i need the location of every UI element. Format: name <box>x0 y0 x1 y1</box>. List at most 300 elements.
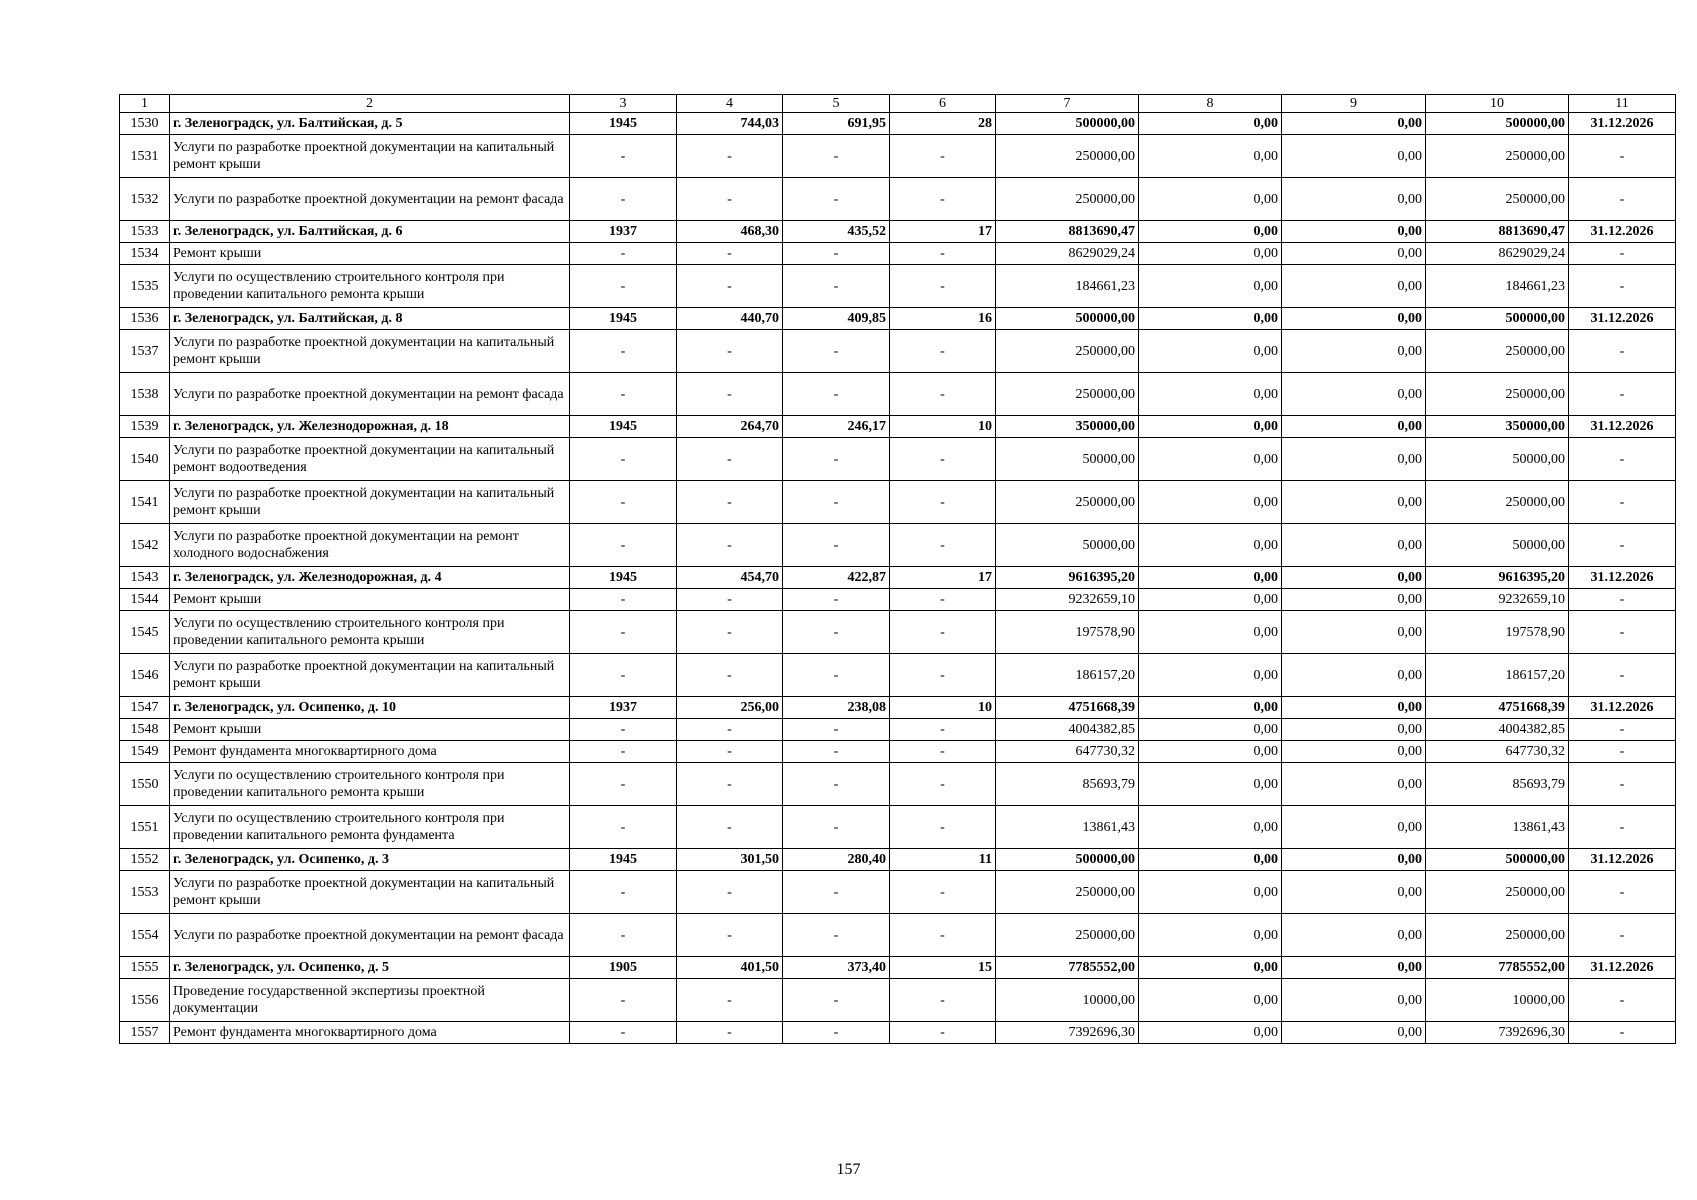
cell-row-number: 1538 <box>120 373 170 416</box>
column-header: 7 <box>996 95 1139 113</box>
cell-row-name: Ремонт крыши <box>170 589 570 611</box>
cell-row-number: 1530 <box>120 113 170 135</box>
cell-completion-date: 31.12.2026 <box>1569 221 1676 243</box>
table-row-item <box>120 438 1676 481</box>
cell-owners-cost: 9616395,20 <box>1426 567 1569 589</box>
cell-fund-cost: 0,00 <box>1139 957 1282 979</box>
cell-budget-cost: 0,00 <box>1282 914 1426 957</box>
cell-residents-count: 28 <box>890 113 996 135</box>
cell-living-area: - <box>783 243 890 265</box>
cell-total-cost: 8813690,47 <box>996 221 1139 243</box>
cell-total-cost: 197578,90 <box>996 611 1139 654</box>
cell-build-year: 1945 <box>570 308 677 330</box>
cell-row-name: г. Зеленоградск, ул. Балтийская, д. 6 <box>170 221 570 243</box>
cell-row-number: 1548 <box>120 719 170 741</box>
cell-completion-date: 31.12.2026 <box>1569 113 1676 135</box>
cell-residents-count: - <box>890 481 996 524</box>
cell-total-cost: 8629029,24 <box>996 243 1139 265</box>
cell-build-year: - <box>570 654 677 697</box>
cell-build-year: - <box>570 135 677 178</box>
cell-total-area: - <box>677 1022 783 1044</box>
cell-total-cost: 500000,00 <box>996 849 1139 871</box>
cell-living-area: - <box>783 871 890 914</box>
cell-budget-cost: 0,00 <box>1282 763 1426 806</box>
cell-residents-count: - <box>890 265 996 308</box>
cell-residents-count: 17 <box>890 567 996 589</box>
cell-row-number: 1546 <box>120 654 170 697</box>
table-row-item <box>120 979 1676 1022</box>
cell-fund-cost: 0,00 <box>1139 914 1282 957</box>
cell-living-area: 238,08 <box>783 697 890 719</box>
cell-completion-date: - <box>1569 330 1676 373</box>
cell-total-cost: 250000,00 <box>996 135 1139 178</box>
cell-build-year: 1937 <box>570 221 677 243</box>
cell-residents-count: - <box>890 806 996 849</box>
cell-total-cost: 647730,32 <box>996 741 1139 763</box>
cell-total-area: - <box>677 763 783 806</box>
cell-row-name: Услуги по разработке проектной документации на ремонт фасада <box>170 373 570 416</box>
cell-living-area: - <box>783 719 890 741</box>
cell-budget-cost: 0,00 <box>1282 524 1426 567</box>
table-row-item <box>120 265 1676 308</box>
cell-owners-cost: 250000,00 <box>1426 481 1569 524</box>
cell-completion-date: 31.12.2026 <box>1569 697 1676 719</box>
cell-owners-cost: 250000,00 <box>1426 373 1569 416</box>
cell-row-number: 1531 <box>120 135 170 178</box>
cell-fund-cost: 0,00 <box>1139 438 1282 481</box>
cell-living-area: - <box>783 135 890 178</box>
cell-completion-date: - <box>1569 243 1676 265</box>
cell-residents-count: - <box>890 589 996 611</box>
cell-total-cost: 250000,00 <box>996 914 1139 957</box>
cell-row-name: Услуги по разработке проектной документации на ремонт фасада <box>170 178 570 221</box>
cell-residents-count: - <box>890 979 996 1022</box>
cell-owners-cost: 500000,00 <box>1426 113 1569 135</box>
cell-residents-count: - <box>890 524 996 567</box>
cell-fund-cost: 0,00 <box>1139 589 1282 611</box>
cell-completion-date: - <box>1569 373 1676 416</box>
document-sheet <box>119 94 1675 1044</box>
table-row-item <box>120 178 1676 221</box>
cell-fund-cost: 0,00 <box>1139 221 1282 243</box>
cell-living-area: - <box>783 524 890 567</box>
cell-total-cost: 50000,00 <box>996 438 1139 481</box>
cell-row-number: 1550 <box>120 763 170 806</box>
cell-total-cost: 250000,00 <box>996 373 1139 416</box>
cell-row-name: Услуги по осуществлению строительного контроля при проведении капитального ремонта крыши <box>170 763 570 806</box>
table-row-item <box>120 373 1676 416</box>
cell-total-cost: 500000,00 <box>996 308 1139 330</box>
cell-residents-count: - <box>890 871 996 914</box>
table-row-item <box>120 611 1676 654</box>
cell-budget-cost: 0,00 <box>1282 849 1426 871</box>
cell-completion-date: - <box>1569 135 1676 178</box>
cell-fund-cost: 0,00 <box>1139 416 1282 438</box>
cell-residents-count: - <box>890 438 996 481</box>
cell-row-name: Ремонт крыши <box>170 719 570 741</box>
cell-residents-count: - <box>890 611 996 654</box>
cell-total-cost: 250000,00 <box>996 481 1139 524</box>
cell-row-name: г. Зеленоградск, ул. Железнодорожная, д. 18 <box>170 416 570 438</box>
cell-owners-cost: 197578,90 <box>1426 611 1569 654</box>
cell-row-number: 1554 <box>120 914 170 957</box>
cell-residents-count: - <box>890 654 996 697</box>
cell-budget-cost: 0,00 <box>1282 481 1426 524</box>
cell-row-name: Услуги по разработке проектной документации на капитальный ремонт крыши <box>170 481 570 524</box>
cell-fund-cost: 0,00 <box>1139 113 1282 135</box>
cell-row-name: г. Зеленоградск, ул. Железнодорожная, д. 4 <box>170 567 570 589</box>
cell-build-year: - <box>570 178 677 221</box>
cell-living-area: - <box>783 373 890 416</box>
cell-residents-count: - <box>890 719 996 741</box>
cell-residents-count: - <box>890 1022 996 1044</box>
table-row-item <box>120 524 1676 567</box>
table-row-address <box>120 308 1676 330</box>
cell-total-cost: 9616395,20 <box>996 567 1139 589</box>
cell-completion-date: 31.12.2026 <box>1569 957 1676 979</box>
cell-build-year: - <box>570 763 677 806</box>
cell-budget-cost: 0,00 <box>1282 416 1426 438</box>
cell-build-year: - <box>570 1022 677 1044</box>
cell-fund-cost: 0,00 <box>1139 654 1282 697</box>
cell-residents-count: - <box>890 763 996 806</box>
cell-owners-cost: 186157,20 <box>1426 654 1569 697</box>
table-row-item <box>120 914 1676 957</box>
cell-completion-date: - <box>1569 806 1676 849</box>
cell-owners-cost: 85693,79 <box>1426 763 1569 806</box>
cell-total-cost: 10000,00 <box>996 979 1139 1022</box>
cell-row-name: Услуги по разработке проектной документации на капитальный ремонт крыши <box>170 871 570 914</box>
cell-row-number: 1536 <box>120 308 170 330</box>
cell-living-area: - <box>783 806 890 849</box>
cell-build-year: - <box>570 806 677 849</box>
cell-owners-cost: 7392696,30 <box>1426 1022 1569 1044</box>
column-header: 10 <box>1426 95 1569 113</box>
table-row-item <box>120 654 1676 697</box>
cell-residents-count: 10 <box>890 697 996 719</box>
cell-fund-cost: 0,00 <box>1139 741 1282 763</box>
cell-budget-cost: 0,00 <box>1282 438 1426 481</box>
cell-residents-count: 15 <box>890 957 996 979</box>
cell-total-area: - <box>677 979 783 1022</box>
cell-total-area: - <box>677 178 783 221</box>
cell-build-year: - <box>570 265 677 308</box>
cell-completion-date: - <box>1569 481 1676 524</box>
table-row-item <box>120 1022 1676 1044</box>
cell-total-area: - <box>677 806 783 849</box>
cell-owners-cost: 10000,00 <box>1426 979 1569 1022</box>
cell-total-cost: 186157,20 <box>996 654 1139 697</box>
cell-budget-cost: 0,00 <box>1282 221 1426 243</box>
cell-owners-cost: 8629029,24 <box>1426 243 1569 265</box>
cell-completion-date: - <box>1569 438 1676 481</box>
cell-owners-cost: 50000,00 <box>1426 438 1569 481</box>
cell-row-number: 1553 <box>120 871 170 914</box>
cell-completion-date: - <box>1569 611 1676 654</box>
cell-total-area: 256,00 <box>677 697 783 719</box>
cell-fund-cost: 0,00 <box>1139 979 1282 1022</box>
table-row-item <box>120 589 1676 611</box>
cell-owners-cost: 500000,00 <box>1426 849 1569 871</box>
cell-completion-date: - <box>1569 654 1676 697</box>
cell-row-name: Услуги по разработке проектной документации на капитальный ремонт крыши <box>170 330 570 373</box>
cell-fund-cost: 0,00 <box>1139 373 1282 416</box>
cell-fund-cost: 0,00 <box>1139 719 1282 741</box>
cell-build-year: 1945 <box>570 113 677 135</box>
cell-living-area: - <box>783 178 890 221</box>
cell-row-name: Услуги по разработке проектной документации на капитальный ремонт крыши <box>170 654 570 697</box>
cell-fund-cost: 0,00 <box>1139 308 1282 330</box>
cell-build-year: - <box>570 719 677 741</box>
cell-total-cost: 85693,79 <box>996 763 1139 806</box>
cell-budget-cost: 0,00 <box>1282 979 1426 1022</box>
cell-completion-date: - <box>1569 1022 1676 1044</box>
cell-total-cost: 7392696,30 <box>996 1022 1139 1044</box>
cell-build-year: - <box>570 979 677 1022</box>
cell-living-area: 373,40 <box>783 957 890 979</box>
cell-living-area: - <box>783 914 890 957</box>
cell-row-number: 1542 <box>120 524 170 567</box>
cell-total-area: - <box>677 914 783 957</box>
cell-living-area: - <box>783 330 890 373</box>
cell-residents-count: - <box>890 243 996 265</box>
cell-row-number: 1555 <box>120 957 170 979</box>
cell-total-cost: 7785552,00 <box>996 957 1139 979</box>
column-header: 4 <box>677 95 783 113</box>
cell-total-area: - <box>677 871 783 914</box>
cell-living-area: 422,87 <box>783 567 890 589</box>
cell-completion-date: 31.12.2026 <box>1569 849 1676 871</box>
cell-owners-cost: 4751668,39 <box>1426 697 1569 719</box>
cell-row-name: г. Зеленоградск, ул. Осипенко, д. 3 <box>170 849 570 871</box>
cell-row-name: Услуги по разработке проектной документации на капитальный ремонт крыши <box>170 135 570 178</box>
cell-fund-cost: 0,00 <box>1139 135 1282 178</box>
cell-row-name: Услуги по разработке проектной документации на ремонт фасада <box>170 914 570 957</box>
cell-total-area: - <box>677 611 783 654</box>
column-number-header-row <box>120 95 1676 113</box>
table-row-address <box>120 567 1676 589</box>
cell-owners-cost: 7785552,00 <box>1426 957 1569 979</box>
cell-living-area: - <box>783 265 890 308</box>
cell-budget-cost: 0,00 <box>1282 806 1426 849</box>
cell-budget-cost: 0,00 <box>1282 611 1426 654</box>
cell-fund-cost: 0,00 <box>1139 806 1282 849</box>
cell-total-cost: 250000,00 <box>996 871 1139 914</box>
cell-row-number: 1537 <box>120 330 170 373</box>
table-row-item <box>120 481 1676 524</box>
cell-budget-cost: 0,00 <box>1282 178 1426 221</box>
cell-residents-count: - <box>890 178 996 221</box>
cell-residents-count: - <box>890 135 996 178</box>
cell-row-number: 1535 <box>120 265 170 308</box>
page-number: 157 <box>836 1161 861 1178</box>
cell-row-name: Услуги по осуществлению строительного контроля при проведении капитального ремонта крыши <box>170 611 570 654</box>
cell-budget-cost: 0,00 <box>1282 697 1426 719</box>
cell-residents-count: - <box>890 741 996 763</box>
cell-build-year: - <box>570 373 677 416</box>
cell-total-area: 301,50 <box>677 849 783 871</box>
cell-residents-count: - <box>890 330 996 373</box>
cell-fund-cost: 0,00 <box>1139 871 1282 914</box>
cell-total-cost: 4751668,39 <box>996 697 1139 719</box>
cell-budget-cost: 0,00 <box>1282 308 1426 330</box>
cell-fund-cost: 0,00 <box>1139 763 1282 806</box>
cell-total-area: - <box>677 481 783 524</box>
cell-total-area: 454,70 <box>677 567 783 589</box>
cell-total-area: 468,30 <box>677 221 783 243</box>
cell-total-area: - <box>677 654 783 697</box>
cell-owners-cost: 4004382,85 <box>1426 719 1569 741</box>
cell-total-cost: 250000,00 <box>996 330 1139 373</box>
cell-total-area: - <box>677 719 783 741</box>
table-row-item <box>120 719 1676 741</box>
column-header: 6 <box>890 95 996 113</box>
cell-total-area: - <box>677 135 783 178</box>
cell-build-year: - <box>570 243 677 265</box>
cell-total-area: 744,03 <box>677 113 783 135</box>
column-header: 1 <box>120 95 170 113</box>
cell-row-name: Ремонт фундамента многоквартирного дома <box>170 1022 570 1044</box>
cell-budget-cost: 0,00 <box>1282 1022 1426 1044</box>
cell-row-number: 1532 <box>120 178 170 221</box>
cell-total-area: - <box>677 524 783 567</box>
column-header: 9 <box>1282 95 1426 113</box>
cell-budget-cost: 0,00 <box>1282 243 1426 265</box>
cell-row-name: Ремонт фундамента многоквартирного дома <box>170 741 570 763</box>
cell-build-year: 1905 <box>570 957 677 979</box>
cell-owners-cost: 647730,32 <box>1426 741 1569 763</box>
cell-row-number: 1545 <box>120 611 170 654</box>
cell-build-year: - <box>570 871 677 914</box>
cell-row-number: 1556 <box>120 979 170 1022</box>
column-header: 11 <box>1569 95 1676 113</box>
cell-row-name: Услуги по разработке проектной документации на ремонт холодного водоснабжения <box>170 524 570 567</box>
cell-row-number: 1540 <box>120 438 170 481</box>
cell-budget-cost: 0,00 <box>1282 957 1426 979</box>
cell-row-number: 1544 <box>120 589 170 611</box>
cell-total-area: - <box>677 330 783 373</box>
cell-completion-date: 31.12.2026 <box>1569 308 1676 330</box>
cell-total-area: 401,50 <box>677 957 783 979</box>
cell-fund-cost: 0,00 <box>1139 330 1282 373</box>
cell-budget-cost: 0,00 <box>1282 567 1426 589</box>
cell-row-name: Ремонт крыши <box>170 243 570 265</box>
cell-total-area: 440,70 <box>677 308 783 330</box>
cell-total-cost: 4004382,85 <box>996 719 1139 741</box>
cell-budget-cost: 0,00 <box>1282 330 1426 373</box>
table-row-item <box>120 741 1676 763</box>
cell-fund-cost: 0,00 <box>1139 849 1282 871</box>
cell-owners-cost: 250000,00 <box>1426 330 1569 373</box>
cell-row-number: 1534 <box>120 243 170 265</box>
cell-build-year: - <box>570 589 677 611</box>
cell-completion-date: - <box>1569 741 1676 763</box>
cell-budget-cost: 0,00 <box>1282 113 1426 135</box>
cell-living-area: - <box>783 589 890 611</box>
cell-fund-cost: 0,00 <box>1139 567 1282 589</box>
cell-row-number: 1539 <box>120 416 170 438</box>
cell-residents-count: 10 <box>890 416 996 438</box>
cell-living-area: 246,17 <box>783 416 890 438</box>
column-header: 5 <box>783 95 890 113</box>
cell-living-area: - <box>783 979 890 1022</box>
cell-completion-date: - <box>1569 178 1676 221</box>
cell-fund-cost: 0,00 <box>1139 524 1282 567</box>
cell-budget-cost: 0,00 <box>1282 265 1426 308</box>
table-row-address <box>120 113 1676 135</box>
cell-build-year: - <box>570 914 677 957</box>
cell-owners-cost: 350000,00 <box>1426 416 1569 438</box>
column-header: 3 <box>570 95 677 113</box>
column-header: 2 <box>170 95 570 113</box>
cell-row-number: 1541 <box>120 481 170 524</box>
cell-living-area: 280,40 <box>783 849 890 871</box>
cell-row-name: г. Зеленоградск, ул. Балтийская, д. 5 <box>170 113 570 135</box>
cell-row-name: Услуги по осуществлению строительного контроля при проведении капитального ремонта крыши <box>170 265 570 308</box>
cell-fund-cost: 0,00 <box>1139 611 1282 654</box>
cell-living-area: 691,95 <box>783 113 890 135</box>
cell-build-year: - <box>570 611 677 654</box>
cell-row-number: 1551 <box>120 806 170 849</box>
cell-row-name: Проведение государственной экспертизы проектной документации <box>170 979 570 1022</box>
table-row-item <box>120 243 1676 265</box>
table-row-address <box>120 416 1676 438</box>
capital-repair-table <box>119 94 1676 1044</box>
table-row-item <box>120 135 1676 178</box>
cell-row-number: 1552 <box>120 849 170 871</box>
cell-build-year: - <box>570 524 677 567</box>
cell-completion-date: 31.12.2026 <box>1569 416 1676 438</box>
cell-row-number: 1547 <box>120 697 170 719</box>
cell-budget-cost: 0,00 <box>1282 741 1426 763</box>
cell-completion-date: - <box>1569 719 1676 741</box>
cell-total-area: - <box>677 589 783 611</box>
cell-build-year: - <box>570 481 677 524</box>
cell-completion-date: - <box>1569 979 1676 1022</box>
cell-owners-cost: 250000,00 <box>1426 914 1569 957</box>
cell-living-area: - <box>783 481 890 524</box>
cell-completion-date: - <box>1569 871 1676 914</box>
cell-budget-cost: 0,00 <box>1282 589 1426 611</box>
cell-total-cost: 184661,23 <box>996 265 1139 308</box>
cell-build-year: 1945 <box>570 416 677 438</box>
table-body <box>120 95 1676 1044</box>
cell-fund-cost: 0,00 <box>1139 481 1282 524</box>
cell-residents-count: 11 <box>890 849 996 871</box>
table-row-item <box>120 763 1676 806</box>
column-header: 8 <box>1139 95 1282 113</box>
table-row-address <box>120 957 1676 979</box>
cell-living-area: - <box>783 438 890 481</box>
cell-owners-cost: 250000,00 <box>1426 135 1569 178</box>
cell-budget-cost: 0,00 <box>1282 373 1426 416</box>
cell-build-year: 1945 <box>570 849 677 871</box>
cell-budget-cost: 0,00 <box>1282 135 1426 178</box>
cell-total-area: - <box>677 243 783 265</box>
cell-build-year: - <box>570 438 677 481</box>
cell-residents-count: 16 <box>890 308 996 330</box>
cell-total-cost: 9232659,10 <box>996 589 1139 611</box>
cell-total-cost: 350000,00 <box>996 416 1139 438</box>
cell-completion-date: - <box>1569 265 1676 308</box>
cell-fund-cost: 0,00 <box>1139 697 1282 719</box>
cell-living-area: - <box>783 763 890 806</box>
cell-row-name: г. Зеленоградск, ул. Балтийская, д. 8 <box>170 308 570 330</box>
cell-owners-cost: 8813690,47 <box>1426 221 1569 243</box>
cell-total-cost: 250000,00 <box>996 178 1139 221</box>
cell-build-year: 1937 <box>570 697 677 719</box>
cell-owners-cost: 9232659,10 <box>1426 589 1569 611</box>
